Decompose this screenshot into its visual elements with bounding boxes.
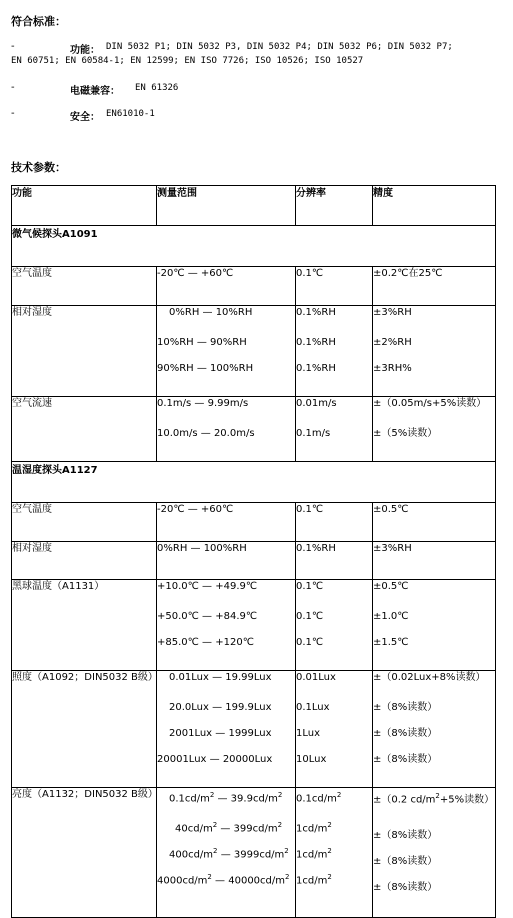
cell-resolution: 0.1℃ [296, 267, 373, 306]
cell-range: -20℃ — +60℃ [157, 503, 296, 542]
cell-accuracy: ±3%RH ±2%RH ±3RH% [373, 306, 496, 397]
cell-accuracy: ±（0.2 $cd/m^2+5\%$读数） ±（8%读数） ±（8%读数） ±（8%读数） [373, 788, 496, 918]
table-row [12, 580, 496, 671]
cell-range: 0%RH — 100%RH [157, 542, 296, 580]
table-row [12, 306, 496, 397]
col-header-accuracy: 精度 [373, 186, 496, 226]
cell-range: 0.01Lux — 19.99Lux 20.0Lux — 199.9Lux 2001Lux — 1999Lux 20001Lux — 20000Lux [157, 671, 296, 788]
cell-accuracy: ±（0.05m/s+5%读数） ±（5%读数） [373, 397, 496, 462]
cell-accuracy: ±0.2℃在25℃ [373, 267, 496, 306]
cell-range: 0%RH — 10%RH 10%RH — 90%RH 90%RH — 100%RH [157, 306, 296, 397]
cell-resolution: $0.1cd/m^2$ $1cd/m^2$ $1cd/m^2$ $1cd/m^2$ [296, 788, 373, 918]
cell-range: +10.0℃ — +49.9℃ +50.0℃ — +84.9℃ +85.0℃ — +120℃ [157, 580, 296, 671]
function-label: 功能： [70, 45, 100, 56]
cell-resolution: 0.01Lux 0.1Lux 1Lux 10Lux [296, 671, 373, 788]
col-header-resolution: 分辨率 [296, 186, 373, 226]
cell-accuracy: ±0.5℃ ±1.0℃ ±1.5℃ [373, 580, 496, 671]
safety-value: EN61010-1 [106, 109, 155, 119]
function-standards-line2: EN 60751; EN 60584-1; EN 12599; EN ISO 7726; ISO 10526; ISO 10527 [11, 56, 364, 66]
table-row [12, 542, 496, 580]
cell-function: 相对湿度 [12, 542, 157, 580]
cell-function: 照度（A1092；DIN5032 B级） [12, 671, 157, 788]
col-header-function: 功能 [12, 186, 157, 226]
spec-table [11, 185, 496, 918]
cell-function: 空气流速 [12, 397, 157, 462]
function-standards-line1: DIN 5032 P1; DIN 5032 P3, DIN 5032 P4; DIN 5032 P6; DIN 5032 P7; [106, 42, 453, 52]
cell-function: 相对湿度 [12, 306, 157, 397]
table-row [12, 267, 496, 306]
safety-label: 安全： [70, 112, 100, 123]
cell-accuracy: ±0.5℃ [373, 503, 496, 542]
cell-function: 空气温度 [12, 503, 157, 542]
table-row [12, 503, 496, 542]
table-header-row [12, 186, 496, 226]
cell-range: 0.1m/s — 9.99m/s 10.0m/s — 20.0m/s [157, 397, 296, 462]
tech-params-heading: 技术参数： [11, 161, 66, 174]
col-header-range: 测量范围 [157, 186, 296, 226]
cell-resolution: 0.1℃ [296, 503, 373, 542]
emc-label: 电磁兼容： [70, 86, 120, 97]
standards-heading: 符合标准： [11, 15, 66, 28]
cell-function: 黑球温度（A1131） [12, 580, 157, 671]
emc-value: EN 61326 [135, 83, 179, 93]
cell-resolution: 0.1%RH 0.1%RH 0.1%RH [296, 306, 373, 397]
section-row [12, 462, 496, 503]
section-temp-humidity-probe: 温湿度探头A1127 [12, 462, 496, 503]
cell-accuracy: ±3%RH [373, 542, 496, 580]
cell-range: -20℃ — +60℃ [157, 267, 296, 306]
cell-resolution: 0.1%RH [296, 542, 373, 580]
section-row [12, 226, 496, 267]
bullet-dash: - [11, 82, 15, 93]
cell-range: $0.1cd/m^2$ — $39.9cd/m^2$ $40cd/m^2$ — $399cd/m^2$ $400cd/m^2$ — $3999cd/m^2$ $4000cd/m^2$ — $40000cd/m^2$ [157, 788, 296, 918]
table-row [12, 671, 496, 788]
bullet-dash: - [11, 41, 15, 52]
table-row [12, 397, 496, 462]
cell-accuracy: ±（0.02Lux+8%读数） ±（8%读数） ±（8%读数） ±（8%读数） [373, 671, 496, 788]
cell-function: 空气温度 [12, 267, 157, 306]
cell-resolution: 0.01m/s 0.1m/s [296, 397, 373, 462]
table-row [12, 788, 496, 918]
cell-resolution: 0.1℃ 0.1℃ 0.1℃ [296, 580, 373, 671]
bullet-dash: - [11, 108, 15, 119]
section-microclimate-probe: 微气候探头A1091 [12, 226, 496, 267]
cell-function: 亮度（A1132；DIN5032 B级） [12, 788, 157, 918]
